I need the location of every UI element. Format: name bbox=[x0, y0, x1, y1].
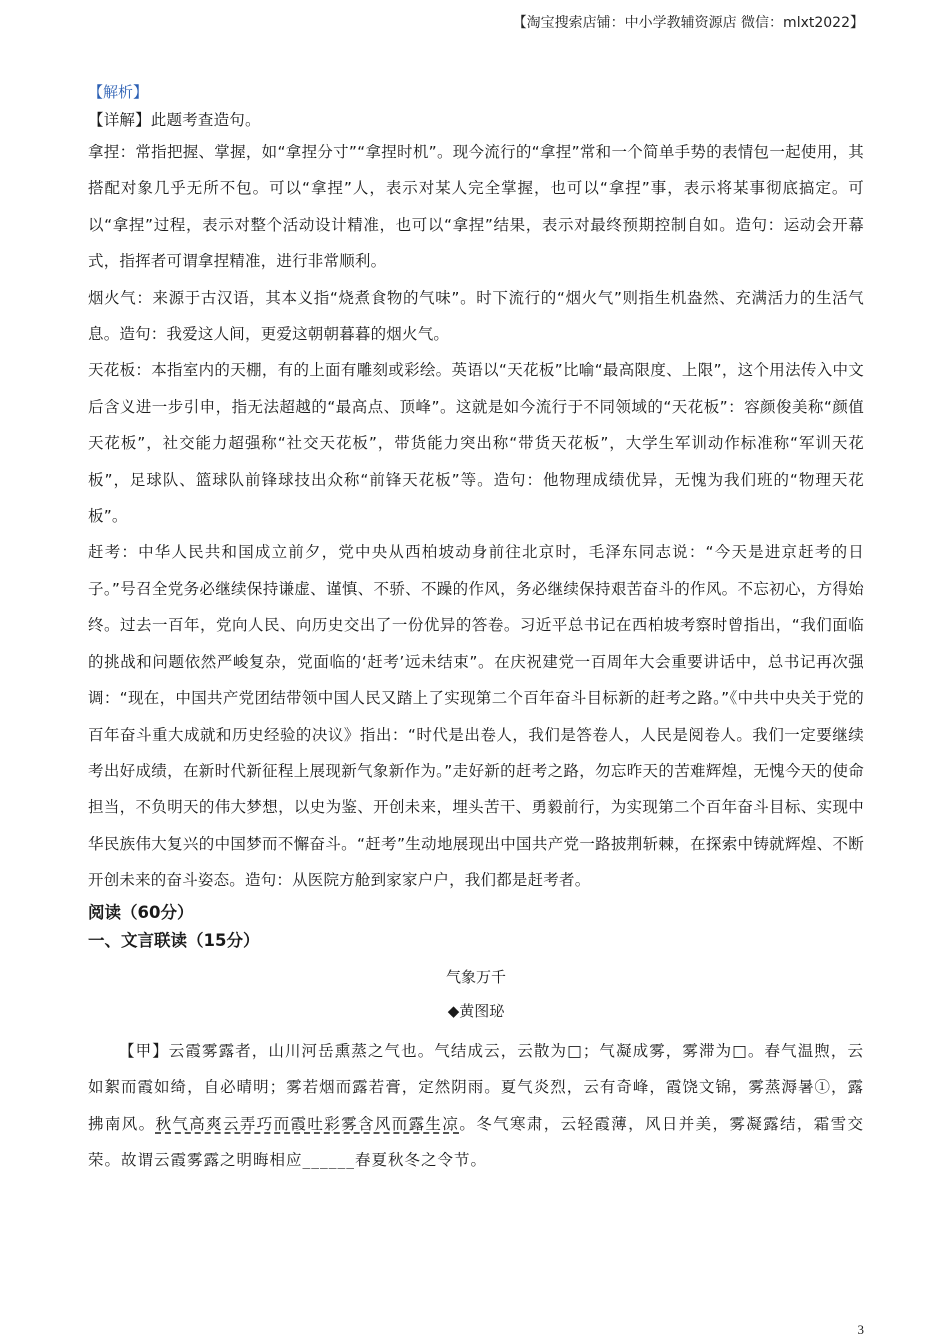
passage-part1: 【甲】云霞雾露者，山川河岳熏蒸之气也。气结成云，云散为□；气凝成雾，雾滞为□。春气温煦，云如絮而霞如绮，自必晴明；雾若烟而露若膏，定然阴雨。夏气炎烈，云有奇峰，霞饶文锦，雾蒸溽暑①，露拂南风。 bbox=[88, 1041, 864, 1133]
reading-section-title: 阅读（60分） bbox=[88, 902, 194, 922]
passage-part2: 。冬气寒肃，云轻霞薄，风日并美，雾凝露结，霜雪交荣。故谓云霞雾露之明晦相应______春夏秋冬之令节。 bbox=[88, 1114, 864, 1170]
passage-title: 气象万千 bbox=[445, 967, 506, 986]
page-number: 3 bbox=[857, 1322, 864, 1337]
passage-author: ◆黄图珌 bbox=[447, 1001, 505, 1020]
main-content bbox=[88, 78, 864, 1179]
analysis-detail: 【详解】此题考查造句。 bbox=[88, 111, 261, 129]
analysis-label: 【解析】 bbox=[88, 83, 149, 101]
paragraph-gankao: 赶考：中华人民共和国成立前夕，党中央从西柏坡动身前往北京时，毛泽东同志说：“今天是进京赶考的日子。”号召全党务必继续保持谦虚、谨慎、不骄、不躁的作风，务必继续保持艰苦奋斗的作风。不忘初心，方得始终。过去一百年，党向人民、向历史交出了一份优异的答卷。习近平总书记在西柏坡考察时曾指出，“我们面临的挑战和问题依然严峻复杂，党面临的‘赶考’远未结束”。在庆祝建党一百周年大会重要讲话中，总书记再次强调：“现在，中国共产党团结带领中国人民又踏上了实现第二个百年奋斗目标新的赶考之路。”《中共中央关于党的百年奋斗重大成就和历史经验的决议》指出：“时代是出卷人，我们是答卷人，人民是阅卷人。我们一定要继续考出好成绩，在新时代新征程上展现新气象新作为。”走好新的赶考之路，勿忘昨天的苦难辉煌，无愧今天的使命担当，不负明天的伟大梦想，以史为鉴、开创未来，埋头苦干、勇毅前行，为实现第二个百年奋斗目标、实现中华民族伟大复兴的中国梦而不懈奋斗。“赶考”生动地展现出中国共产党一路披荆斩棘，在探索中铸就辉煌、不断开创未来的奋斗姿态。造句：从医院方舱到家家户户，我们都是赶考者。 bbox=[88, 543, 864, 890]
paragraph-yanhuoqi: 烟火气：来源于古汉语，其本义指“烧煮食物的气味”。时下流行的“烟火气”则指生机盎然、充满活力的生活气息。造句：我爱这人间，更爱这朝朝暮暮的烟火气。 bbox=[88, 288, 864, 344]
paragraph-naniе: 拿捏：常指把握、掌握，如“拿捏分寸”“拿捏时机”。现今流行的“拿捏”常和一个简单手势的表情包一起使用，其搭配对象几乎无所不包。可以“拿捏”人，表示对某人完全掌握，也可以“拿捏”事，表示将某事彻底搞定。可以“拿捏”过程，表示对整个活动设计精准，也可以“拿捏”结果，表示对最终预期控制自如。造句：运动会开幕式，指挥者可谓拿捏精准，进行非常顺利。 bbox=[88, 143, 864, 271]
paragraph-tianhuaban: 天花板：本指室内的天棚，有的上面有雕刻或彩绘。英语以“天花板”比喻“最高限度、上限”，这个用法传入中文后含义进一步引申，指无法超越的“最高点、顶峰”。这就是如今流行于不同领域的“天花板”：容颜俊美称“颜值天花板”，社交能力超强称“社交天花板”，带货能力突出称“带货天花板”，大学生军训动作标准称“军训天花板”，足球队、篮球队前锋球技出众称“前锋天花板”等。造句：他物理成绩优异，无愧为我们班的“物理天花板”。 bbox=[88, 361, 864, 526]
classical-passage bbox=[88, 1033, 864, 1179]
classical-subsection-title: 一、文言联读（15分） bbox=[88, 930, 260, 950]
shop-note: 【淘宝搜索店铺：中小学教辅资源店 微信：mlxt2022】 bbox=[512, 15, 864, 31]
passage-underlined-sentence: 秋气高爽云弄巧而霞吐彩雾含风而露生凉 bbox=[155, 1114, 460, 1133]
